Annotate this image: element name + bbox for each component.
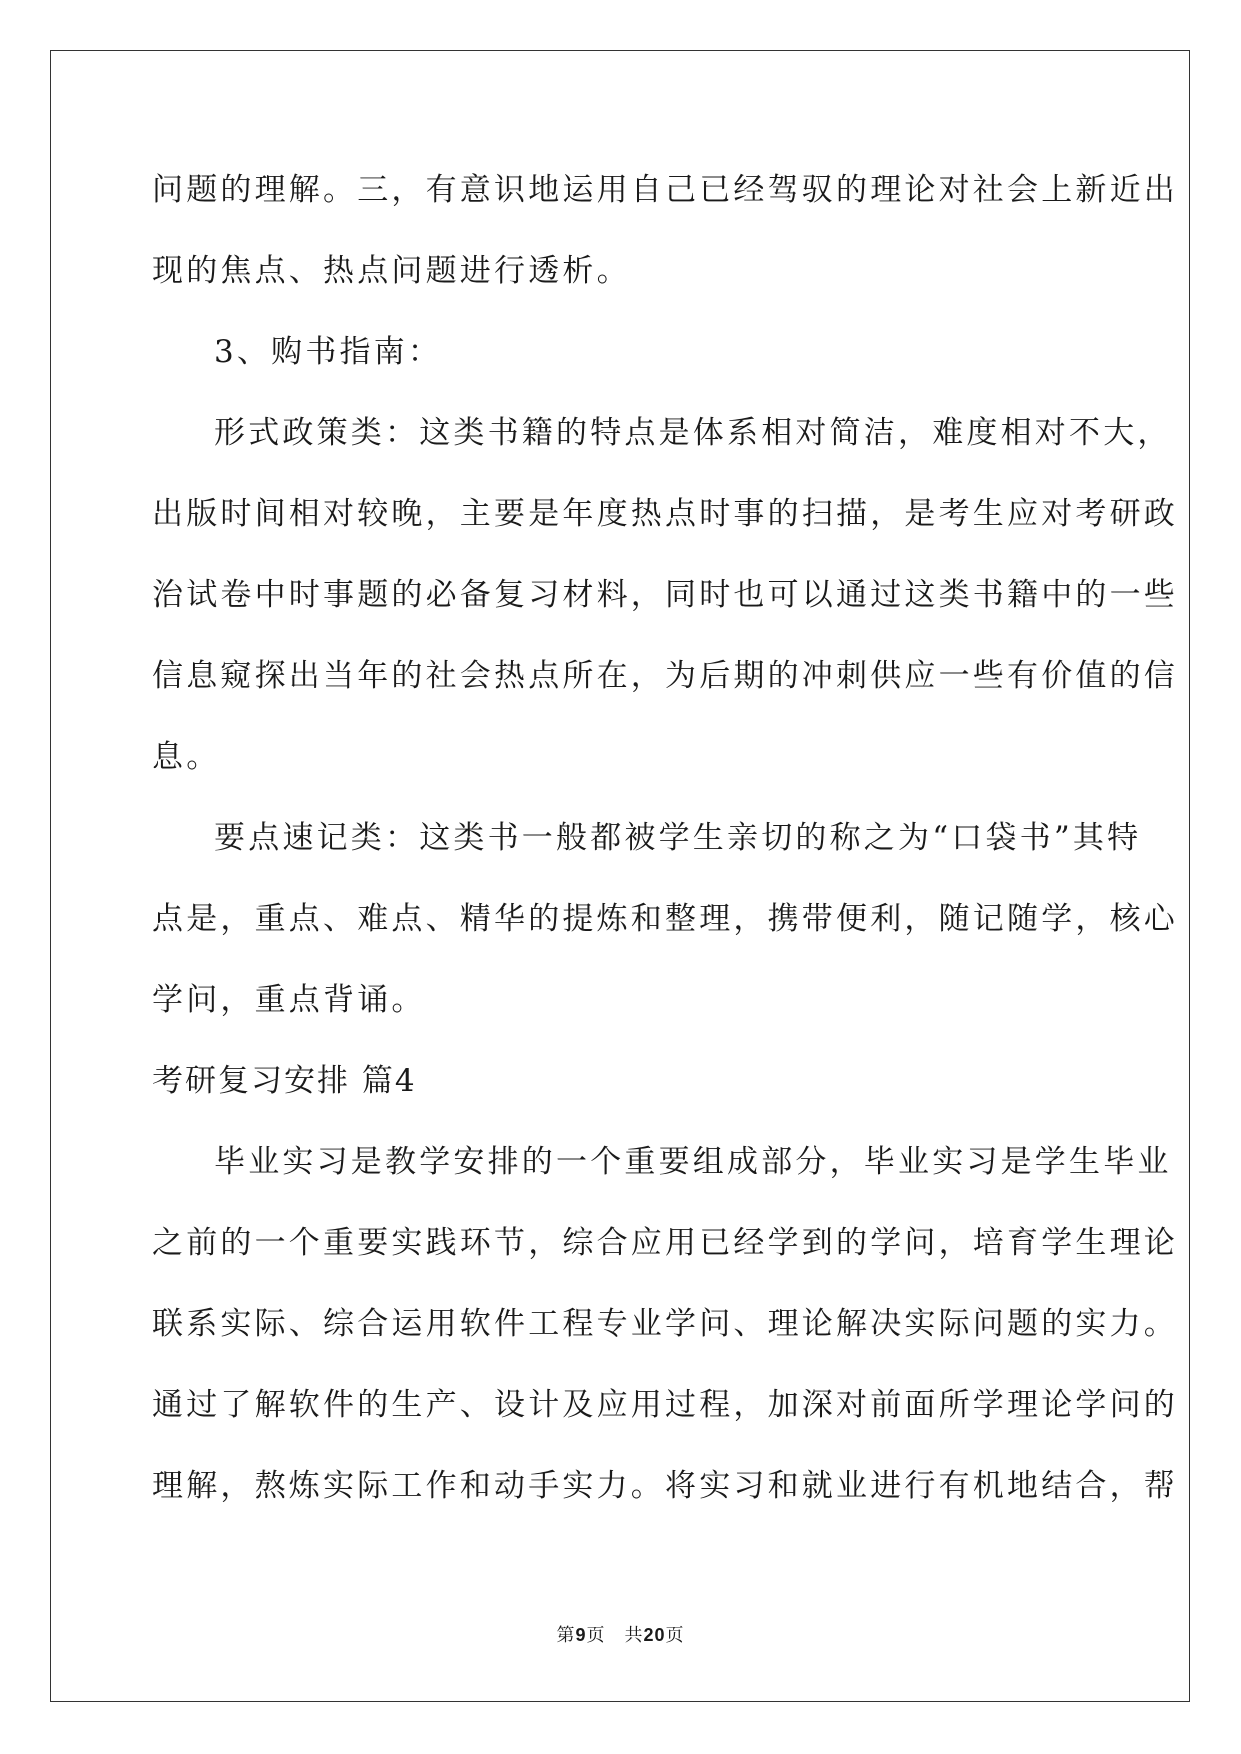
text-line: 治试卷中时事题的必备复习材料，同时也可以通过这类书籍中的一些 — [152, 577, 1178, 613]
page-footer — [0, 1621, 1241, 1647]
footer-prefix: 第 — [556, 1625, 576, 1646]
text-line: 息。 — [152, 739, 221, 775]
text-line: 点是，重点、难点、精华的提炼和整理，携带便利，随记随学，核心 — [152, 901, 1178, 937]
text-line: 之前的一个重要实践环节，综合应用已经学到的学问，培育学生理论 — [152, 1225, 1178, 1261]
subheading-buying-guide: 3、购书指南： — [214, 334, 443, 370]
footer-middle: 页 共 — [586, 1625, 644, 1646]
text-line: 通过了解软件的生产、设计及应用过程，加深对前面所学理论学问的 — [152, 1387, 1178, 1423]
text-line: 要点速记类：这类书一般都被学生亲切的称之为“口袋书”其特 — [214, 820, 1142, 856]
text-line: 信息窥探出当年的社会热点所在，为后期的冲刺供应一些有价值的信 — [152, 658, 1178, 694]
text-line: 理解，熬炼实际工作和动手实力。将实习和就业进行有机地结合，帮 — [152, 1468, 1178, 1504]
total-pages-number: 20 — [643, 1625, 666, 1645]
text-line: 联系实际、综合运用软件工程专业学问、理论解决实际问题的实力。 — [152, 1306, 1178, 1342]
footer-suffix: 页 — [665, 1625, 685, 1646]
document-body — [152, 160, 1178, 1537]
text-line: 问题的理解。三，有意识地运用自己已经驾驭的理论对社会上新近出 — [152, 172, 1178, 208]
section-heading: 考研复习安排 篇4 — [152, 1063, 417, 1099]
text-line: 学问，重点背诵。 — [152, 982, 426, 1018]
text-line: 出版时间相对较晚，主要是年度热点时事的扫描，是考生应对考研政 — [152, 496, 1178, 532]
text-line: 形式政策类：这类书籍的特点是体系相对简洁，难度相对不大， — [214, 415, 1172, 451]
current-page-number: 9 — [575, 1625, 587, 1645]
text-line: 毕业实习是教学安排的一个重要组成部分，毕业实习是学生毕业 — [214, 1144, 1172, 1180]
text-line: 现的焦点、热点问题进行透析。 — [152, 253, 631, 289]
